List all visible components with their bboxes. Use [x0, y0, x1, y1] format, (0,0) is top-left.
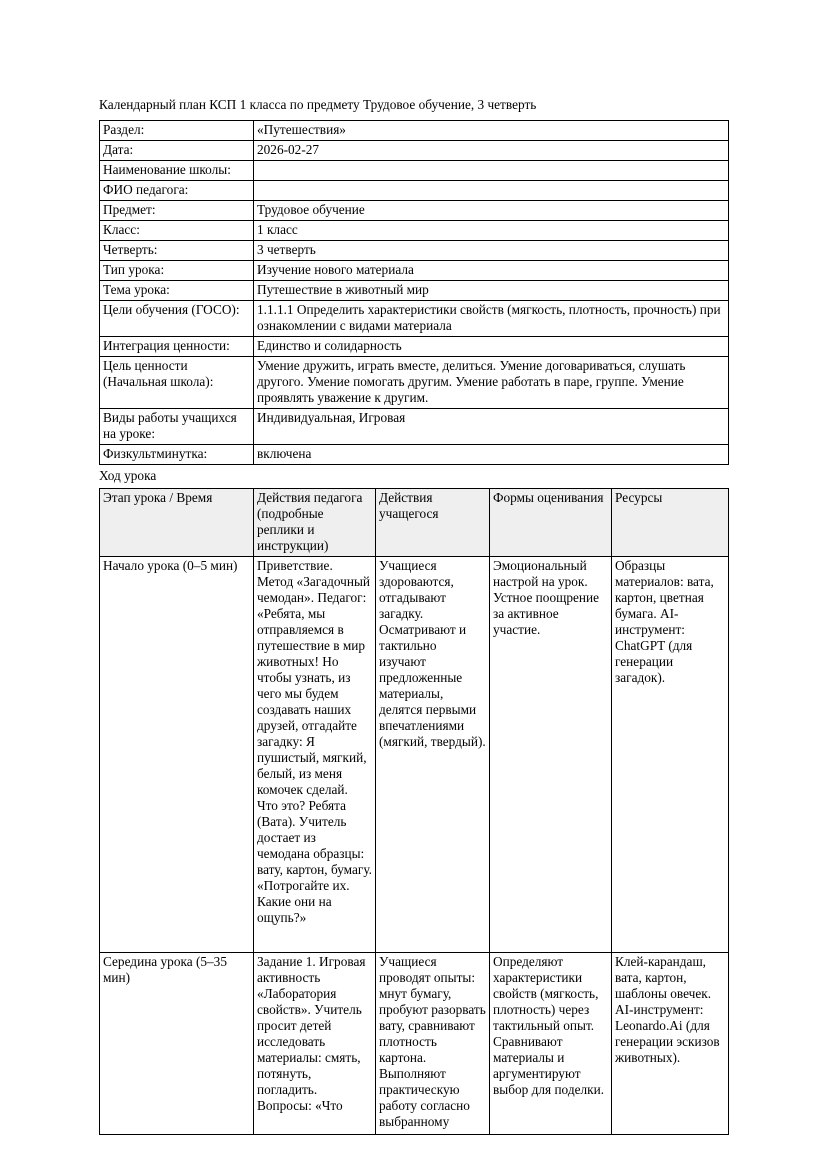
info-value: 1 класс — [254, 221, 729, 241]
lesson-flow-table — [99, 488, 729, 1135]
table-row — [100, 181, 729, 201]
info-value — [254, 181, 729, 201]
info-value: Путешествие в животный мир — [254, 281, 729, 301]
table-row — [100, 161, 729, 181]
info-value: включена — [254, 445, 729, 465]
document-content — [99, 97, 728, 1135]
column-header-stage: Этап урока / Время — [100, 489, 254, 557]
cell-stage: Середина урока (5–35 мин) — [100, 953, 254, 1135]
info-label: Класс: — [100, 221, 254, 241]
flow-table-head — [100, 489, 729, 557]
info-value: Единство и солидарность — [254, 337, 729, 357]
table-row — [100, 301, 729, 337]
cell-teacher-actions: Приветствие. Метод «Загадочный чемодан». Педагог: «Ребята, мы отправляемся в путешествие в мир животных! Но чтобы узнать, из чего мы будем создавать наших друзей, отгадайте загадку: Я пушистый, мягкий, белый, из меня комочек сделай. Что это? Ребята (Вата). Учитель достает из чемодана образцы: вату, картон, бумагу. «Потрогайте их. Какие они на ощупь?» — [254, 557, 376, 953]
info-label: Цель ценности (Начальная школа): — [100, 357, 254, 409]
info-label: Тип урока: — [100, 261, 254, 281]
table-row — [100, 121, 729, 141]
table-row — [100, 241, 729, 261]
table-row — [100, 141, 729, 161]
info-value: «Путешествия» — [254, 121, 729, 141]
cell-student-actions: Учащиеся проводят опыты: мнут бумагу, пробуют разорвать вату, сравнивают плотность картона. Выполняют практическую работу согласно выбранному — [376, 953, 490, 1135]
info-label: Интеграция ценности: — [100, 337, 254, 357]
info-label: Цели обучения (ГОСО): — [100, 301, 254, 337]
table-row — [100, 261, 729, 281]
info-value: 1.1.1.1 Определить характеристики свойств (мягкость, плотность, прочность) при ознакомлении с видами материала — [254, 301, 729, 337]
info-value: Трудовое обучение — [254, 201, 729, 221]
info-label: Наименование школы: — [100, 161, 254, 181]
cell-stage: Начало урока (0–5 мин) — [100, 557, 254, 953]
info-label: Виды работы учащихся на уроке: — [100, 409, 254, 445]
column-header-teacher-actions: Действия педагога (подробные реплики и инструкции) — [254, 489, 376, 557]
cell-resources: Клей-карандаш, вата, картон, шаблоны овечек. AI-инструмент: Leonardo.Ai (для генерации эскизов животных). — [612, 953, 729, 1135]
info-label: Физкультминутка: — [100, 445, 254, 465]
info-value: 3 четверть — [254, 241, 729, 261]
info-label: Раздел: — [100, 121, 254, 141]
info-value: Индивидуальная, Игровая — [254, 409, 729, 445]
table-header-row — [100, 489, 729, 557]
column-header-assessment-forms: Формы оценивания — [490, 489, 612, 557]
table-row — [100, 409, 729, 445]
info-value: Изучение нового материала — [254, 261, 729, 281]
flow-table-body — [100, 557, 729, 1135]
info-label: Тема урока: — [100, 281, 254, 301]
table-row — [100, 357, 729, 409]
table-row — [100, 953, 729, 1135]
info-value: 2026-02-27 — [254, 141, 729, 161]
table-row — [100, 337, 729, 357]
cell-assessment-forms: Определяют характеристики свойств (мягкость, плотность) через тактильный опыт. Сравнивают материалы и аргументируют выбор для поделки. — [490, 953, 612, 1135]
table-row — [100, 281, 729, 301]
table-row — [100, 557, 729, 953]
cell-teacher-actions: Задание 1. Игровая активность «Лаборатория свойств». Учитель просит детей исследовать материалы: смять, потянуть, погладить. Вопросы: «Что — [254, 953, 376, 1135]
info-label: ФИО педагога: — [100, 181, 254, 201]
cell-resources: Образцы материалов: вата, картон, цветная бумага. AI-инструмент: ChatGPT (для генерации загадок). — [612, 557, 729, 953]
column-header-resources: Ресурсы — [612, 489, 729, 557]
info-value: Умение дружить, играть вместе, делиться. Умение договариваться, слушать другого. Умение помогать другим. Умение работать в паре, группе. Умение проявлять уважение к другим. — [254, 357, 729, 409]
page-title: Календарный план КСП 1 класса по предмету Трудовое обучение, 3 четверть — [99, 97, 537, 112]
table-row — [100, 221, 729, 241]
lesson-info-table — [99, 120, 729, 465]
column-header-student-actions: Действия учащегося — [376, 489, 490, 557]
table-row — [100, 201, 729, 221]
info-label: Четверть: — [100, 241, 254, 261]
table-row — [100, 445, 729, 465]
info-label: Дата: — [100, 141, 254, 161]
lesson-flow-heading: Ход урока — [99, 468, 157, 483]
info-label: Предмет: — [100, 201, 254, 221]
info-value — [254, 161, 729, 181]
info-table-body — [100, 121, 729, 465]
cell-assessment-forms: Эмоциональный настрой на урок. Устное поощрение за активное участие. — [490, 557, 612, 953]
cell-student-actions: Учащиеся здороваются, отгадывают загадку. Осматривают и тактильно изучают предложенные материалы, делятся первыми впечатлениями (мягкий, твердый). — [376, 557, 490, 953]
